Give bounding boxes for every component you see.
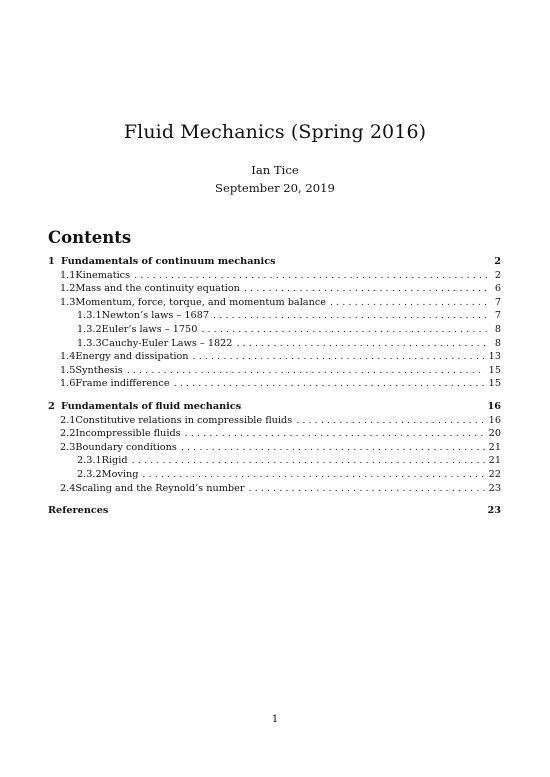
toc-leader <box>127 364 485 378</box>
toc-page: 2 <box>494 269 501 281</box>
contents-heading: Contents <box>48 228 132 247</box>
toc-page: 16 <box>488 414 501 426</box>
toc-page: 16 <box>487 400 501 412</box>
toc-leader <box>174 377 485 391</box>
toc-label: Moving <box>101 468 139 480</box>
toc-number: 1.3.1 <box>77 310 102 322</box>
toc-section-2[interactable] <box>48 400 501 414</box>
toc-number: 1.6 <box>60 378 76 390</box>
toc-number: 2.3.2 <box>77 468 102 480</box>
toc-leader <box>244 282 487 296</box>
toc-entry-2-4[interactable] <box>48 482 501 496</box>
toc-entry-1-3-3[interactable] <box>48 337 501 351</box>
toc-entry-1-6[interactable] <box>48 377 501 391</box>
toc-leader <box>185 427 485 441</box>
toc-leader <box>248 482 484 496</box>
toc-number: 1.2 <box>60 283 76 295</box>
toc-label: Mass and the continuity equation <box>75 283 240 295</box>
toc-label: Frame indifference <box>75 378 170 390</box>
toc-entry-2-3[interactable] <box>48 441 501 455</box>
toc-label: Kinematics <box>75 269 131 281</box>
toc-page: 8 <box>494 323 501 335</box>
toc-label: Energy and dissipation <box>75 351 189 363</box>
toc-number: 1.4 <box>60 351 76 363</box>
toc-page: 6 <box>494 283 501 295</box>
toc-leader <box>213 309 487 323</box>
document-date: September 20, 2019 <box>215 181 335 195</box>
toc-leader <box>330 296 487 310</box>
toc-entry-2-1[interactable] <box>48 414 501 428</box>
toc-entry-2-3-2[interactable] <box>48 468 501 482</box>
toc-entry-2-3-1[interactable] <box>48 454 501 468</box>
toc-leader <box>134 269 487 283</box>
toc-number: 1.3 <box>60 296 76 308</box>
toc-number: 1.3.2 <box>77 323 102 335</box>
toc-number: 2 <box>48 400 55 412</box>
toc-page: 2 <box>494 256 501 267</box>
toc-number: 2.1 <box>60 414 76 426</box>
toc-section-1[interactable] <box>48 255 501 269</box>
toc-references[interactable] <box>48 504 501 518</box>
toc-leader <box>236 337 487 351</box>
toc-leader <box>193 350 485 364</box>
toc-label: Momentum, force, torque, and momentum balance <box>75 296 326 308</box>
toc-page: 21 <box>488 441 501 453</box>
toc-label: Scaling and the Reynold’s number <box>75 482 245 494</box>
toc-entry-1-1[interactable] <box>48 269 501 283</box>
toc-label: Synthesis <box>75 364 123 376</box>
toc-page: 13 <box>488 351 501 363</box>
toc-label: Fundamentals of continuum mechanics <box>61 256 276 267</box>
toc-label: Cauchy-Euler Laws – 1822 <box>101 337 233 349</box>
toc-page: 15 <box>488 378 501 390</box>
page-number: 1 <box>271 714 279 725</box>
toc-number: 1.3.3 <box>77 337 102 349</box>
toc-label: Euler’s laws – 1750 <box>101 323 198 335</box>
toc-label: Constitutive relations in compressible fluids <box>75 414 293 426</box>
toc-leader <box>181 441 485 455</box>
toc-number: 1.5 <box>60 364 76 376</box>
toc-page: 7 <box>494 310 501 322</box>
toc-page: 7 <box>494 296 501 308</box>
toc-entry-1-5[interactable] <box>48 364 501 378</box>
toc-leader <box>296 414 484 428</box>
toc-label: References <box>48 505 109 517</box>
table-of-contents <box>48 255 501 518</box>
toc-leader <box>201 323 487 337</box>
toc-page: 20 <box>488 428 501 440</box>
toc-label: Fundamentals of fluid mechanics <box>61 400 242 412</box>
toc-page: 23 <box>488 482 501 494</box>
toc-page: 22 <box>488 468 501 480</box>
toc-entry-1-3-1[interactable] <box>48 309 501 323</box>
toc-page: 8 <box>494 337 501 349</box>
toc-label: Newton’s laws – 1687 <box>101 310 210 322</box>
toc-number: 1.1 <box>60 269 76 281</box>
toc-page: 21 <box>488 455 501 467</box>
toc-page: 23 <box>487 505 501 517</box>
toc-label: Incompressible fluids <box>75 428 181 440</box>
toc-entry-1-4[interactable] <box>48 350 501 364</box>
toc-number: 2.4 <box>60 482 76 494</box>
document-title: Fluid Mechanics (Spring 2016) <box>123 121 427 143</box>
toc-number: 1 <box>48 256 55 267</box>
toc-entry-1-3[interactable] <box>48 296 501 310</box>
toc-page: 15 <box>488 364 501 376</box>
toc-entry-2-2[interactable] <box>48 427 501 441</box>
toc-label: Boundary conditions <box>75 441 177 453</box>
document-author: Ian Tice <box>251 163 299 177</box>
toc-number: 2.2 <box>60 428 76 440</box>
toc-entry-1-2[interactable] <box>48 282 501 296</box>
toc-number: 2.3.1 <box>77 455 102 467</box>
toc-leader <box>142 468 484 482</box>
toc-label: Rigid <box>101 455 128 467</box>
toc-entry-1-3-2[interactable] <box>48 323 501 337</box>
toc-number: 2.3 <box>60 441 76 453</box>
toc-leader <box>132 454 485 468</box>
